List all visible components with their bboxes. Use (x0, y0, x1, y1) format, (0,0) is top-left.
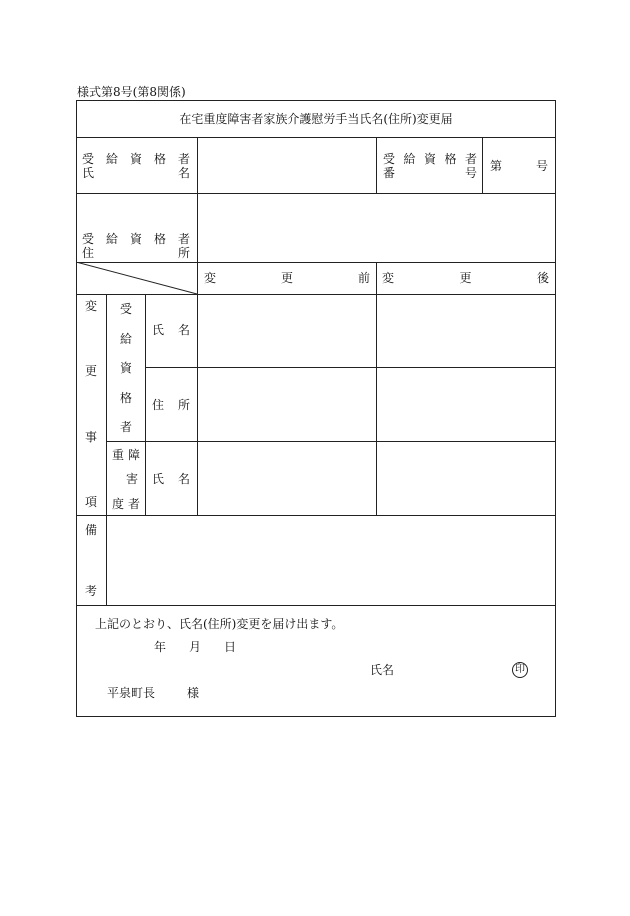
recipient-address-label-line1: 受 給 資 格 者 (82, 232, 190, 246)
remarks-field[interactable] (107, 516, 555, 605)
honorific: 様 (187, 686, 200, 700)
severe-disabled-name-after-field[interactable] (377, 442, 555, 515)
recipient-label-vertical: 受 給 資 格 者 (119, 302, 132, 434)
severe-disabled-label-line2: 害 (126, 472, 139, 486)
day-label: 日 (224, 640, 237, 654)
frame-bottom (76, 716, 556, 717)
change-items-label: 変 更 事 項 (84, 299, 97, 509)
applicant-name-label: 氏名 (370, 663, 395, 677)
recipient-name-field[interactable] (198, 138, 376, 193)
severe-disabled-name-sublabel: 氏 名 (152, 472, 190, 486)
recipient-address-after-field[interactable] (377, 368, 555, 441)
recipient-number-label-line1: 受 給 資 格 者 (383, 152, 477, 166)
number-field[interactable]: 第 号 (490, 159, 548, 173)
severe-disabled-name-before-field[interactable] (198, 442, 376, 515)
remarks-label: 備 考 (84, 523, 97, 598)
after-change-header: 変 更 後 (382, 271, 549, 285)
recipient-name-sublabel: 氏 名 (152, 323, 190, 337)
severe-disabled-label-line3: 度 者 (112, 497, 140, 511)
severe-disabled-label-line1: 重 障 (112, 448, 140, 462)
applicant-name-field[interactable] (400, 659, 506, 681)
seal-mark-icon: 印 (512, 662, 528, 678)
recipient-name-label-line2: 氏 名 (82, 166, 190, 180)
recipient-name-before-field[interactable] (198, 295, 376, 367)
form-number: 様式第8号(第8関係) (77, 85, 186, 99)
year-label: 年 (154, 640, 167, 654)
date-field[interactable] (120, 636, 240, 658)
rule-remarks-end (76, 605, 556, 606)
recipient-name-after-field[interactable] (377, 295, 555, 367)
declaration-text: 上記のとおり、氏名(住所)変更を届け出ます。 (95, 617, 344, 631)
frame-top (76, 100, 556, 101)
recipient-address-label-line2: 住 所 (82, 246, 190, 260)
vline-number-label (376, 137, 377, 194)
form-title: 在宅重度障害者家族介護慰労手当氏名(住所)変更届 (179, 112, 453, 126)
recipient-name-label-line1: 受 給 資 格 者 (82, 152, 190, 166)
vline-sub-col (145, 294, 146, 516)
recipient-address-sublabel: 住 所 (152, 398, 190, 412)
vline-number-cell (482, 137, 483, 194)
recipient-number-label-line2: 番 号 (383, 166, 477, 180)
diagonal-line (76, 262, 198, 295)
month-label: 月 (189, 640, 202, 654)
before-change-header: 変 更 前 (204, 271, 370, 285)
addressee: 平泉町長 (107, 686, 156, 700)
recipient-address-before-field[interactable] (198, 368, 376, 441)
recipient-address-field[interactable] (198, 194, 555, 262)
